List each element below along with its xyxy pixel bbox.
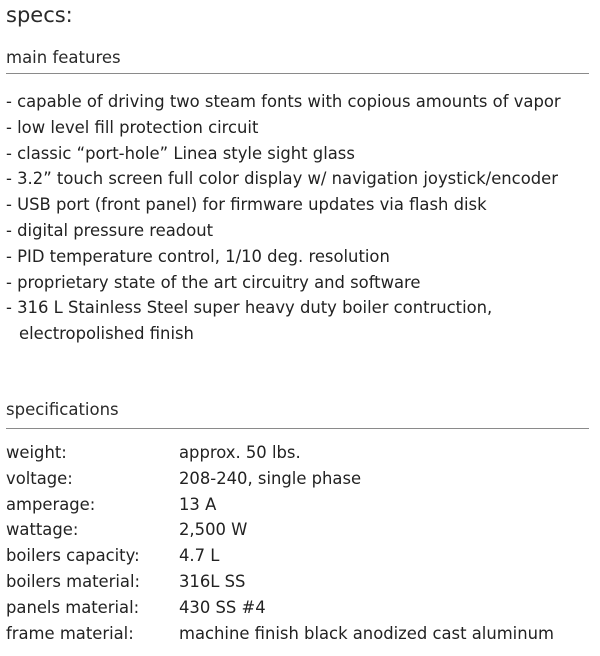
feature-item: - USB port (front panel) for firmware updates via flash disk [6,195,487,215]
spec-row [6,492,554,518]
spec-value: 4.7 L [179,546,220,566]
feature-list [6,89,600,347]
spec-value: 208-240, single phase [179,468,362,488]
spec-label: frame material: [6,623,134,643]
spec-label: boilers capacity: [6,546,140,566]
spec-value: approx. 50 lbs. [179,443,301,462]
feature-item: - classic “port-hole” Linea style sight glass [6,143,355,163]
page-title: specs: [6,3,73,27]
spec-label: weight: [6,443,67,462]
spec-row [6,569,554,595]
spec-row [6,543,554,569]
spec-value: 316L SS [179,571,246,591]
specifications-heading: specifications [6,400,119,419]
spec-row [6,621,554,647]
feature-item [6,295,600,347]
spec-value: 430 SS #4 [179,597,266,617]
spec-row [6,517,554,543]
feature-item: - capable of driving two steam fonts with copious amounts of vapor [6,92,561,111]
spec-value: machine finish black anodized cast aluminum [179,623,554,643]
spec-row [6,466,554,492]
spec-value: 2,500 W [179,520,248,540]
main-features-divider [6,73,589,74]
feature-item: - proprietary state of the art circuitry and software [6,272,421,292]
spec-label: wattage: [6,520,79,540]
feature-item-continuation: electropolished finish [19,324,194,344]
spec-row [6,595,554,621]
spec-label: amperage: [6,494,96,514]
feature-item: - 3.2” touch screen full color display w/ navigation joystick/encoder [6,169,558,189]
main-features-heading: main features [6,48,121,67]
spec-label: voltage: [6,468,73,488]
specifications-divider [6,428,589,429]
feature-item: - PID temperature control, 1/10 deg. resolution [6,246,390,266]
spec-row [6,440,554,466]
feature-item: - low level fill protection circuit [6,117,259,137]
specifications-table [6,440,554,646]
feature-item-text: - 316 L Stainless Steel super heavy duty boiler contruction, [6,298,493,318]
spec-value: 13 A [179,494,217,514]
feature-item: - digital pressure readout [6,220,214,240]
spec-label: boilers material: [6,571,141,591]
spec-label: panels material: [6,597,140,617]
